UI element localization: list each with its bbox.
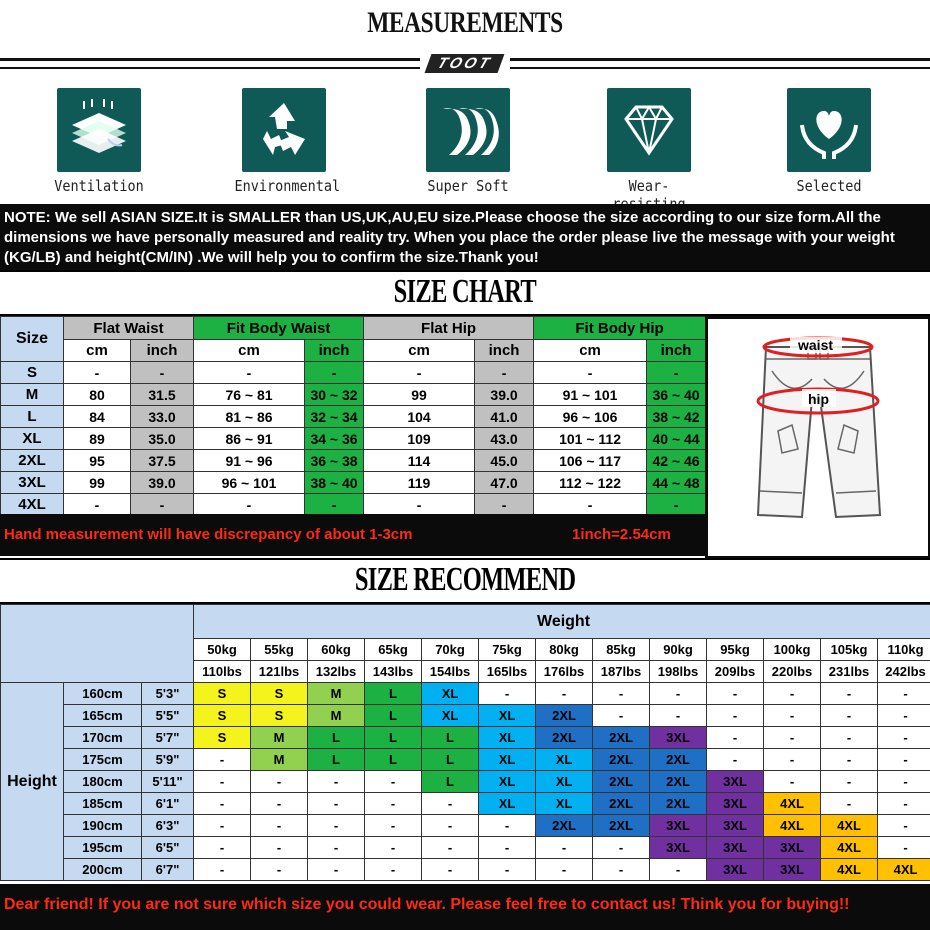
lbs-header-cell: 209lbs <box>707 661 764 683</box>
recommend-size-cell: S <box>194 683 251 705</box>
size-chart-row <box>1 406 706 428</box>
size-cell: S <box>1 362 64 384</box>
recommend-size-cell: - <box>593 859 650 881</box>
recommend-size-cell: - <box>479 859 536 881</box>
recommend-size-cell: - <box>707 749 764 771</box>
measure-cell: 40 ~ 44 <box>647 428 706 450</box>
lbs-header-cell: 220lbs <box>764 661 821 683</box>
recommend-size-cell: S <box>194 705 251 727</box>
feature-selected <box>774 88 884 195</box>
height-ft-cell: 5'7" <box>142 727 194 749</box>
recycle-icon <box>242 88 326 172</box>
recommend-size-cell: L <box>308 749 365 771</box>
recommend-size-cell: - <box>878 837 930 859</box>
recommend-size-cell: - <box>878 793 930 815</box>
kg-header-cell: 55kg <box>251 639 308 661</box>
recommend-size-cell: - <box>308 793 365 815</box>
recommend-size-cell: - <box>821 727 878 749</box>
height-cm-cell: 185cm <box>64 793 142 815</box>
waist-label: waist <box>798 337 834 353</box>
recommend-size-cell: - <box>308 859 365 881</box>
measure-cell: - <box>647 362 706 384</box>
recommend-size-cell: - <box>764 705 821 727</box>
height-label: Height <box>1 683 64 881</box>
recommend-size-cell: - <box>821 683 878 705</box>
size-recommend-table <box>0 604 930 881</box>
recommend-size-cell: L <box>365 749 422 771</box>
recommend-size-cell: - <box>878 705 930 727</box>
height-row <box>1 837 930 859</box>
recommend-size-cell: 2XL <box>593 793 650 815</box>
kg-header-cell: 110kg <box>878 639 930 661</box>
recommend-size-cell: - <box>479 837 536 859</box>
contact-footer: Dear friend! If you are not sure which size you could wear. Please feel free to contact us! Think you for buying!! <box>0 884 930 930</box>
height-ft-cell: 5'3" <box>142 683 194 705</box>
measure-cell: 86 ~ 91 <box>194 428 305 450</box>
recommend-size-cell: 3XL <box>707 859 764 881</box>
recommend-size-cell: M <box>251 727 308 749</box>
kg-header-cell: 65kg <box>365 639 422 661</box>
measure-cell: - <box>305 494 364 516</box>
recommend-size-cell: - <box>593 705 650 727</box>
recommend-size-cell: - <box>308 837 365 859</box>
measure-cell: 36 ~ 40 <box>647 384 706 406</box>
recommend-size-cell: - <box>194 837 251 859</box>
measure-cell: 81 ~ 86 <box>194 406 305 428</box>
height-cm-cell: 180cm <box>64 771 142 793</box>
recommend-size-cell: 4XL <box>821 837 878 859</box>
measure-cell: - <box>305 362 364 384</box>
recommend-size-cell: - <box>764 727 821 749</box>
recommend-size-cell: - <box>707 683 764 705</box>
ventilation-icon <box>57 88 141 172</box>
recommend-size-cell: - <box>650 859 707 881</box>
unit-header: inch <box>475 340 534 362</box>
recommend-size-cell: L <box>365 705 422 727</box>
recommend-size-cell: - <box>251 837 308 859</box>
measure-cell: - <box>64 494 131 516</box>
measure-cell: 101 ~ 112 <box>534 428 647 450</box>
measure-cell: 106 ~ 117 <box>534 450 647 472</box>
measure-cell: 37.5 <box>131 450 194 472</box>
measure-cell: 39.0 <box>131 472 194 494</box>
lbs-header-cell: 143lbs <box>365 661 422 683</box>
recommend-size-cell: - <box>821 771 878 793</box>
recommend-size-cell: - <box>536 859 593 881</box>
recommend-size-cell: - <box>764 749 821 771</box>
recommend-size-cell: - <box>536 837 593 859</box>
recommend-size-cell: 3XL <box>650 727 707 749</box>
recommend-size-cell: 2XL <box>650 771 707 793</box>
measure-cell: - <box>364 494 475 516</box>
kg-header-cell: 85kg <box>593 639 650 661</box>
recommend-size-cell: 3XL <box>707 793 764 815</box>
size-chart-row <box>1 428 706 450</box>
feature-icons-row <box>0 84 930 202</box>
measure-cell: - <box>131 494 194 516</box>
height-cm-cell: 170cm <box>64 727 142 749</box>
measure-cell: - <box>364 362 475 384</box>
recommend-size-cell: XL <box>536 793 593 815</box>
measure-cell: 96 ~ 101 <box>194 472 305 494</box>
page-title: MEASUREMENTS <box>367 6 563 39</box>
size-cell: 4XL <box>1 494 64 516</box>
kg-header-cell: 75kg <box>479 639 536 661</box>
recommend-size-cell: 4XL <box>878 859 930 881</box>
weight-header: Weight <box>194 605 930 639</box>
size-chart-row <box>1 362 706 384</box>
size-cell: M <box>1 384 64 406</box>
lbs-header-cell: 121lbs <box>251 661 308 683</box>
recommend-size-cell: XL <box>479 705 536 727</box>
heart-hands-icon <box>787 88 871 172</box>
feature-environmental <box>229 88 339 195</box>
measurement-note-bar <box>0 514 705 556</box>
measure-cell: - <box>534 362 647 384</box>
feature-label: Selected <box>796 177 862 195</box>
measure-cell: 32 ~ 34 <box>305 406 364 428</box>
size-cell: 3XL <box>1 472 64 494</box>
recommend-size-cell: XL <box>422 705 479 727</box>
feature-label: Environmental <box>234 177 341 195</box>
measure-cell: 80 <box>64 384 131 406</box>
recommend-size-cell: XL <box>479 749 536 771</box>
measure-cell: 99 <box>364 384 475 406</box>
recommend-size-cell: L <box>365 683 422 705</box>
brand-logo: TOOT <box>420 52 510 74</box>
recommend-size-cell: S <box>194 727 251 749</box>
recommend-size-cell: - <box>251 815 308 837</box>
unit-header: inch <box>647 340 706 362</box>
recommend-size-cell: S <box>251 683 308 705</box>
recommend-size-cell: - <box>878 815 930 837</box>
recommend-size-cell: - <box>878 749 930 771</box>
size-cell: XL <box>1 428 64 450</box>
kg-header-cell: 105kg <box>821 639 878 661</box>
recommend-size-cell: 3XL <box>707 815 764 837</box>
size-chart-group-header <box>1 317 706 340</box>
measure-cell: 114 <box>364 450 475 472</box>
group-header: Flat Hip <box>364 317 534 340</box>
recommend-size-cell: L <box>422 749 479 771</box>
recommend-size-cell: - <box>251 859 308 881</box>
unit-header: inch <box>305 340 364 362</box>
recommend-size-cell: 3XL <box>650 837 707 859</box>
height-row <box>1 771 930 793</box>
recommend-size-cell: XL <box>479 793 536 815</box>
unit-header: cm <box>534 340 647 362</box>
recommend-size-cell: XL <box>422 683 479 705</box>
height-cm-cell: 175cm <box>64 749 142 771</box>
recommend-size-cell: M <box>251 749 308 771</box>
height-row <box>1 705 930 727</box>
recommend-size-cell: XL <box>479 771 536 793</box>
recommend-size-cell: XL <box>479 727 536 749</box>
corner-cell <box>1 605 194 683</box>
size-chart-row <box>1 494 706 516</box>
recommend-size-cell: - <box>365 815 422 837</box>
feature-label: Super Soft <box>427 177 509 195</box>
pants-diagram-frame <box>705 316 930 560</box>
height-cm-cell: 195cm <box>64 837 142 859</box>
recommend-size-cell: - <box>878 771 930 793</box>
measure-cell: - <box>647 494 706 516</box>
recommend-size-cell: 2XL <box>536 815 593 837</box>
recommend-size-cell: 4XL <box>821 815 878 837</box>
height-row <box>1 749 930 771</box>
height-ft-cell: 6'7" <box>142 859 194 881</box>
height-row <box>1 727 930 749</box>
lbs-header-cell: 198lbs <box>650 661 707 683</box>
height-cm-cell: 200cm <box>64 859 142 881</box>
kg-header-cell: 100kg <box>764 639 821 661</box>
group-header: Fit Body Hip <box>534 317 706 340</box>
inch-conversion-note: 1inch=2.54cm <box>572 526 671 543</box>
measure-cell: 47.0 <box>475 472 534 494</box>
height-ft-cell: 6'1" <box>142 793 194 815</box>
feature-label: Wear- <box>628 177 670 195</box>
feature-super-soft <box>413 88 523 195</box>
recommend-size-cell: - <box>593 837 650 859</box>
size-header: Size <box>1 317 64 362</box>
recommend-size-cell: S <box>251 705 308 727</box>
recommend-size-cell: - <box>536 683 593 705</box>
pants-diagram <box>708 319 928 556</box>
recommend-size-cell: 4XL <box>764 815 821 837</box>
measure-cell: - <box>194 362 305 384</box>
recommend-size-cell: - <box>365 771 422 793</box>
recommend-size-cell: 4XL <box>821 859 878 881</box>
diamond-icon <box>607 88 691 172</box>
height-row <box>1 815 930 837</box>
feature-wear-resisting <box>594 88 704 213</box>
measure-cell: 91 ~ 96 <box>194 450 305 472</box>
measure-cell: 104 <box>364 406 475 428</box>
unit-header: cm <box>364 340 475 362</box>
size-chart-row <box>1 472 706 494</box>
measure-cell: 38 ~ 42 <box>647 406 706 428</box>
lbs-header-cell: 187lbs <box>593 661 650 683</box>
measure-cell: 45.0 <box>475 450 534 472</box>
recommend-size-cell: - <box>821 793 878 815</box>
measure-cell: 91 ~ 101 <box>534 384 647 406</box>
recommend-size-cell: - <box>422 793 479 815</box>
recommend-size-cell: - <box>479 815 536 837</box>
recommend-size-cell: - <box>308 771 365 793</box>
measure-cell: 112 ~ 122 <box>534 472 647 494</box>
lbs-header-cell: 132lbs <box>308 661 365 683</box>
size-cell: L <box>1 406 64 428</box>
height-row <box>1 683 930 705</box>
lbs-header-cell: 242lbs <box>878 661 930 683</box>
recommend-size-cell: - <box>422 837 479 859</box>
measure-cell: 44 ~ 48 <box>647 472 706 494</box>
unit-header: cm <box>194 340 305 362</box>
feature-ventilation <box>44 88 154 195</box>
size-cell: 2XL <box>1 450 64 472</box>
recommend-size-cell: - <box>365 837 422 859</box>
height-row <box>1 793 930 815</box>
discrepancy-note: Hand measurement will have discrepancy of about 1-3cm <box>4 526 413 543</box>
recommend-size-cell: 3XL <box>764 859 821 881</box>
height-ft-cell: 5'5" <box>142 705 194 727</box>
recommend-size-cell: L <box>422 727 479 749</box>
kg-header-cell: 90kg <box>650 639 707 661</box>
measure-cell: 39.0 <box>475 384 534 406</box>
recommend-size-cell: - <box>365 859 422 881</box>
height-row <box>1 859 930 881</box>
measure-cell: 38 ~ 40 <box>305 472 364 494</box>
waves-icon <box>426 88 510 172</box>
recommend-size-cell: XL <box>536 749 593 771</box>
recommend-size-cell: XL <box>536 771 593 793</box>
measure-cell: 34 ~ 36 <box>305 428 364 450</box>
weight-header-row <box>1 605 930 639</box>
measure-cell: 99 <box>64 472 131 494</box>
recommend-size-cell: - <box>821 705 878 727</box>
measure-cell: - <box>64 362 131 384</box>
recommend-size-cell: - <box>479 683 536 705</box>
measure-cell: 42 ~ 46 <box>647 450 706 472</box>
size-recommend-title: SIZE RECOMMEND <box>0 558 930 604</box>
recommend-size-cell: 2XL <box>593 749 650 771</box>
measure-cell: - <box>534 494 647 516</box>
recommend-size-cell: 2XL <box>650 749 707 771</box>
recommend-size-cell: - <box>650 683 707 705</box>
size-chart-row <box>1 450 706 472</box>
recommend-size-cell: M <box>308 705 365 727</box>
measure-cell: - <box>475 362 534 384</box>
measure-cell: - <box>194 494 305 516</box>
height-cm-cell: 165cm <box>64 705 142 727</box>
measure-cell: 35.0 <box>131 428 194 450</box>
height-cm-cell: 190cm <box>64 815 142 837</box>
height-cm-cell: 160cm <box>64 683 142 705</box>
recommend-size-cell: - <box>194 815 251 837</box>
height-ft-cell: 5'9" <box>142 749 194 771</box>
recommend-size-cell: - <box>593 683 650 705</box>
measure-cell: 84 <box>64 406 131 428</box>
recommend-size-cell: - <box>878 683 930 705</box>
kg-header-cell: 70kg <box>422 639 479 661</box>
recommend-size-cell: - <box>707 727 764 749</box>
recommend-size-cell: 3XL <box>764 837 821 859</box>
size-chart-row <box>1 384 706 406</box>
recommend-size-cell: - <box>878 727 930 749</box>
recommend-size-cell: - <box>194 793 251 815</box>
measure-cell: 96 ~ 106 <box>534 406 647 428</box>
measure-cell: - <box>131 362 194 384</box>
recommend-size-cell: - <box>764 771 821 793</box>
page-header <box>0 0 930 82</box>
lbs-header-cell: 165lbs <box>479 661 536 683</box>
size-chart-title: SIZE CHART <box>0 270 930 316</box>
recommend-size-cell: - <box>707 705 764 727</box>
measure-cell: 36 ~ 38 <box>305 450 364 472</box>
asian-size-note: NOTE: We sell ASIAN SIZE.It is SMALLER than US,UK,AU,EU size.Please choose the size according to our size form.All the dimensions we have personally measured and reality try. When you place the order please live the message with your weight (KG/LB) and height(CM/IN) .We will help you to confirm the size.Thank you! <box>0 204 930 270</box>
recommend-size-cell: - <box>251 793 308 815</box>
hip-label: hip <box>808 391 829 407</box>
lbs-header-cell: 176lbs <box>536 661 593 683</box>
recommend-size-cell: 2XL <box>593 771 650 793</box>
unit-header: inch <box>131 340 194 362</box>
recommend-size-cell: L <box>422 771 479 793</box>
recommend-size-cell: - <box>821 749 878 771</box>
kg-header-cell: 95kg <box>707 639 764 661</box>
height-ft-cell: 6'5" <box>142 837 194 859</box>
recommend-size-cell: L <box>365 727 422 749</box>
recommend-size-cell: - <box>764 683 821 705</box>
size-chart-table <box>0 316 706 516</box>
kg-header-cell: 50kg <box>194 639 251 661</box>
recommend-size-cell: - <box>194 859 251 881</box>
feature-label: Ventilation <box>54 177 144 195</box>
measure-cell: 109 <box>364 428 475 450</box>
recommend-size-cell: - <box>365 793 422 815</box>
measure-cell: 30 ~ 32 <box>305 384 364 406</box>
measure-cell: 89 <box>64 428 131 450</box>
measure-cell: 119 <box>364 472 475 494</box>
recommend-size-cell: 2XL <box>650 793 707 815</box>
measure-cell: 31.5 <box>131 384 194 406</box>
recommend-size-cell: M <box>308 683 365 705</box>
lbs-header-cell: 154lbs <box>422 661 479 683</box>
recommend-size-cell: - <box>650 705 707 727</box>
lbs-header-cell: 231lbs <box>821 661 878 683</box>
recommend-size-cell: - <box>251 771 308 793</box>
group-header: Flat Waist <box>64 317 194 340</box>
recommend-size-cell: 2XL <box>536 727 593 749</box>
recommend-size-cell: 3XL <box>650 815 707 837</box>
measure-cell: 43.0 <box>475 428 534 450</box>
kg-header-cell: 80kg <box>536 639 593 661</box>
measure-cell: 76 ~ 81 <box>194 384 305 406</box>
recommend-size-cell: 3XL <box>707 837 764 859</box>
height-ft-cell: 6'3" <box>142 815 194 837</box>
recommend-size-cell: L <box>308 727 365 749</box>
size-chart-unit-header <box>1 340 706 362</box>
recommend-size-cell: 3XL <box>707 771 764 793</box>
recommend-size-cell: 2XL <box>593 727 650 749</box>
measure-cell: 95 <box>64 450 131 472</box>
recommend-size-cell: - <box>422 815 479 837</box>
height-ft-cell: 5'11" <box>142 771 194 793</box>
recommend-size-cell: - <box>194 749 251 771</box>
measure-cell: - <box>475 494 534 516</box>
measure-cell: 41.0 <box>475 406 534 428</box>
recommend-size-cell: - <box>194 771 251 793</box>
recommend-size-cell: - <box>422 859 479 881</box>
group-header: Fit Body Waist <box>194 317 364 340</box>
kg-header-cell: 60kg <box>308 639 365 661</box>
recommend-size-cell: 2XL <box>536 705 593 727</box>
measure-cell: 33.0 <box>131 406 194 428</box>
unit-header: cm <box>64 340 131 362</box>
recommend-size-cell: - <box>308 815 365 837</box>
recommend-size-cell: 2XL <box>593 815 650 837</box>
lbs-header-cell: 110lbs <box>194 661 251 683</box>
recommend-size-cell: 4XL <box>764 793 821 815</box>
